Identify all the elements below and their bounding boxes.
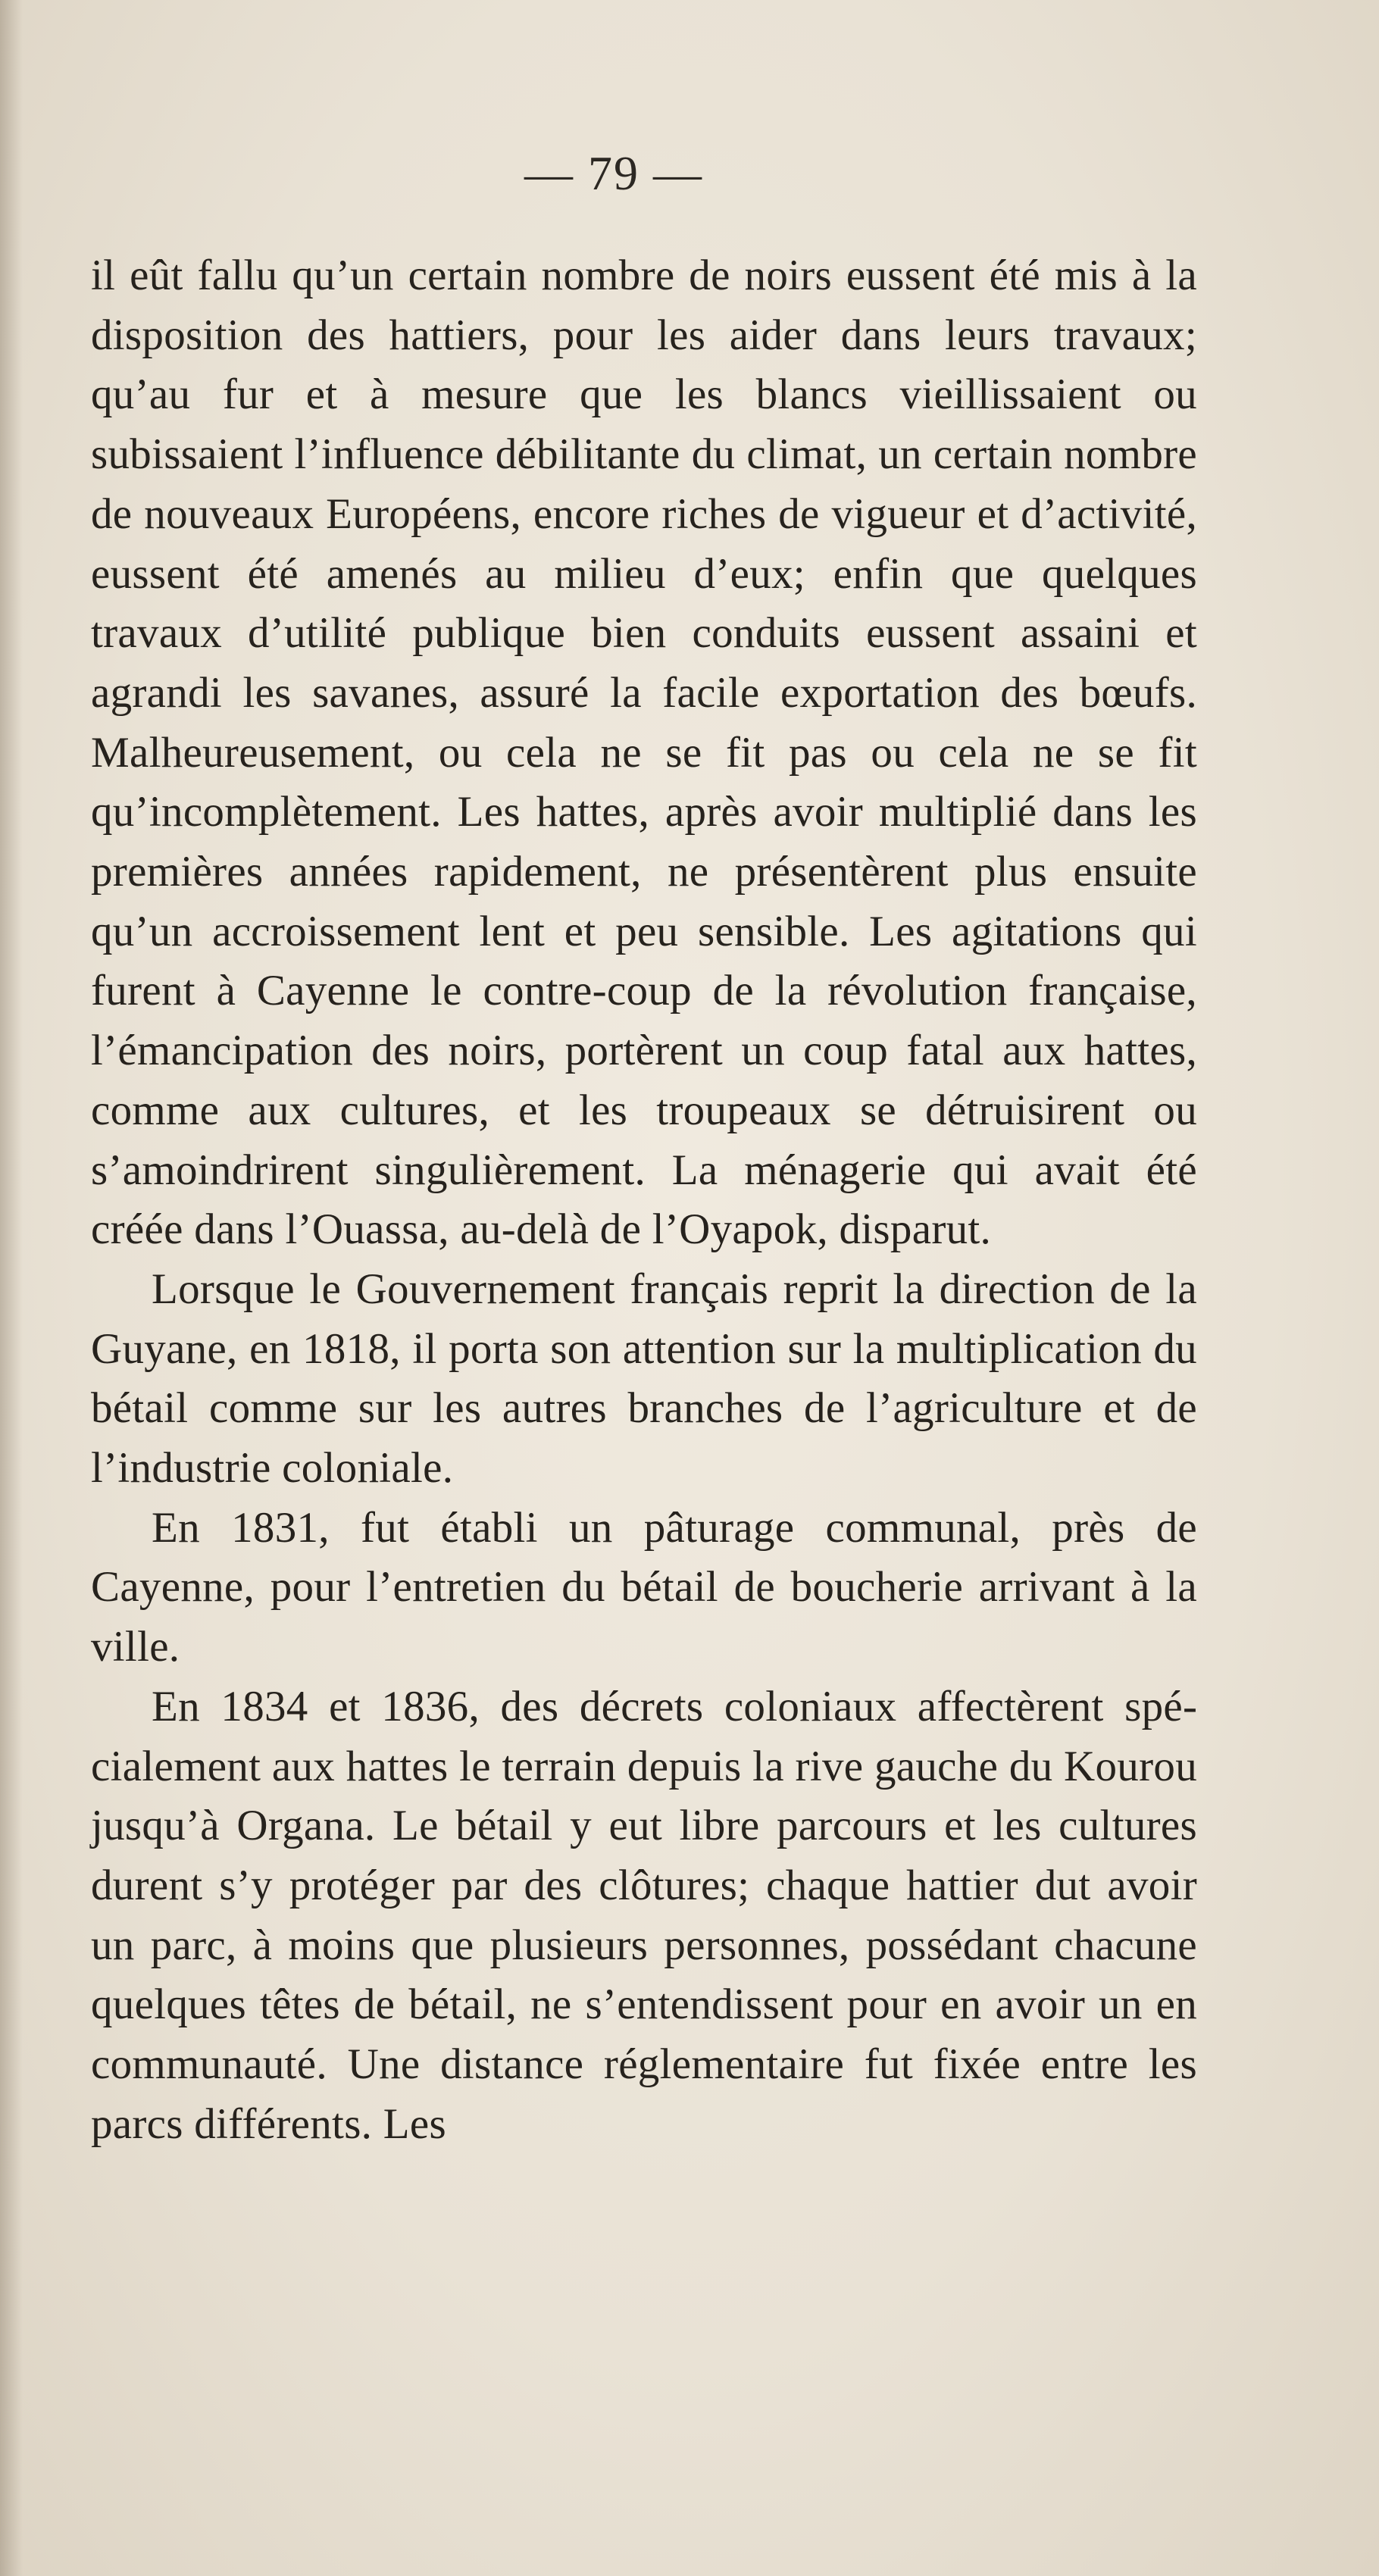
paragraph-gouvernement: Lorsque le Gouvernement français reprit la direction de la Guyane, en 1818, il porta son attention sur la multiplication du bétail comme sur les autres branches de l’agriculture et de l’industrie coloniale. xyxy=(91,1265,1197,1493)
paragraph-continuation: il eût fallu qu’un certain nombre de noirs eussent été mis à la disposition des hattiers, pour les aider dans leurs travaux; qu’au fur et à mesure que les blancs vieillissaient ou subissaient l’influence débilitante du climat, un certain nombre de nouveaux Européens, encore riches de vigueur et d’activité, eussent été amenés au milieu d’eux; enfin que quelques travaux d’utilité publique bien conduits eussent assaini et agrandi les savanes, assuré la facile exportation des bœufs. Malheureusement, ou cela ne se fit pas ou cela ne se fit qu’incomplètement. Les hattes, après avoir multiplié dans les premières années rapidement, ne présentèrent plus ensuite qu’un accroissement lent et peu sensible. Les agitations qui furent à Cayenne le contre-coup de la révolution française, l’émancipation des noirs, portèrent un coup fatal aux hattes, comme aux cultures, et les troupeaux se détruisirent ou s’amoindrirent singulièrement. La ménagerie qui avait été créée dans l’Ouassa, au-delà de l’Oyapok, disparut. xyxy=(91,252,1197,1254)
page-number: — 79 — xyxy=(524,146,703,200)
body-text xyxy=(91,246,1197,2155)
spine-shadow xyxy=(0,0,23,2576)
paragraph-decrets: En 1834 et 1836, des décrets coloniaux affectèrent spécialement aux hattes le terrain depuis la rive gauche du Kourou jusqu’à Organa. Le bétail y eut libre parcours et les cultures durent s’y protéger par des clôtures; chaque hattier dut avoir un parc, à moins que plusieurs personnes, possédant chacune quelques têtes de bétail, ne s’entendissent pour en avoir un en communauté. Une distance réglementaire fut fixée entre les parcs différents. Les xyxy=(91,1682,1197,2148)
paragraph-paturage: En 1831, fut établi un pâturage communal, près de Cayenne, pour l’entretien du bétail de boucherie arrivant à la ville. xyxy=(91,1503,1197,1671)
